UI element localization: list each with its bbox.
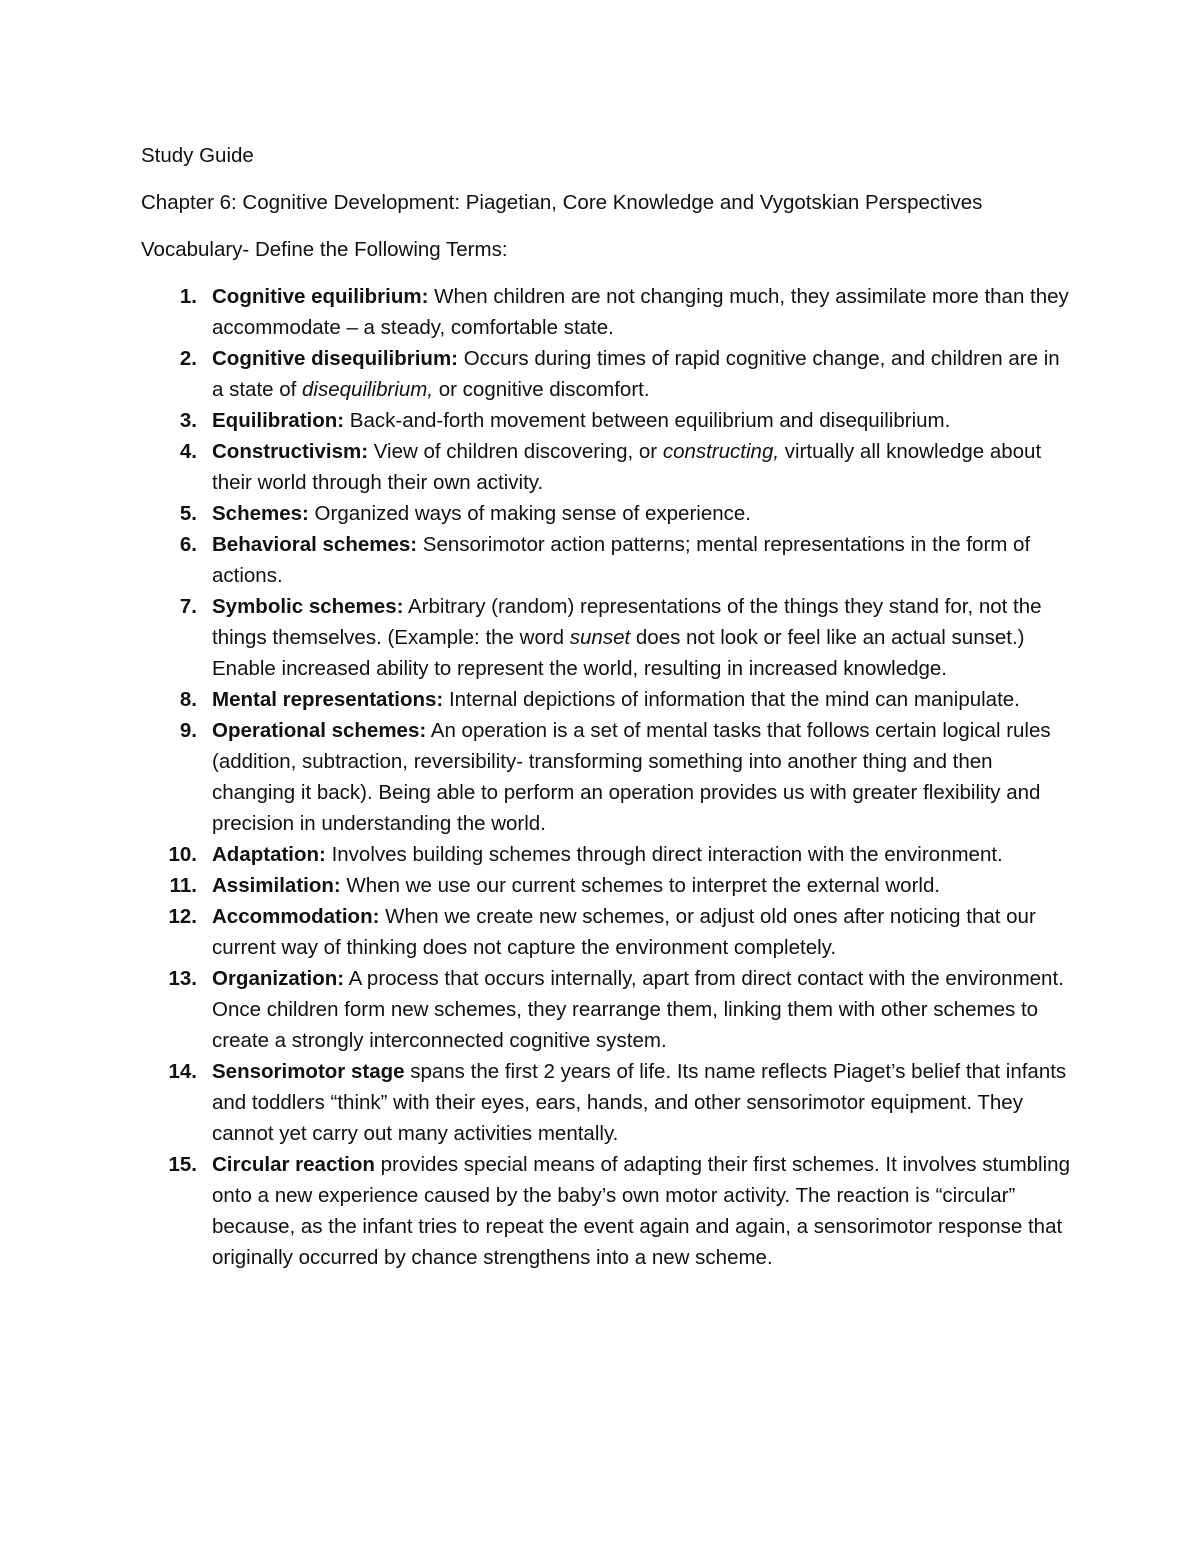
list-item [141, 715, 1071, 839]
list-item [141, 436, 1071, 498]
list-item-number: 3. [179, 409, 197, 432]
term-label: Mental representations: [212, 688, 444, 711]
vocabulary-list [141, 281, 1071, 1273]
term-label: Constructivism: [212, 440, 369, 463]
definition-text: Sensorimotor action patterns; mental representations in the form of actions. [212, 533, 1031, 587]
list-item-number: 10. [168, 843, 197, 866]
chapter-heading: Chapter 6: Cognitive Development: Piagetian, Core Knowledge and Vygotskian Perspectives [141, 191, 983, 214]
definition-emphasis: sunset [569, 626, 631, 649]
term-label: Assimilation: [212, 874, 341, 897]
list-item-number: 1. [179, 285, 197, 308]
term-label: Circular reaction [212, 1153, 375, 1176]
term-label: Organization: [212, 967, 345, 990]
definition-text: When we create new schemes, or adjust old ones after noticing that our current way of thinking does not capture the environment completely. [212, 905, 1036, 959]
term-label: Equilibration: [212, 409, 345, 432]
list-item-number: 9. [179, 719, 197, 742]
definition-emphasis: disequilibrium, [302, 378, 434, 401]
list-item-number: 5. [179, 502, 197, 525]
list-item-number: 6. [179, 533, 197, 556]
list-item [141, 839, 1071, 870]
list-item [141, 1056, 1071, 1149]
list-item-number: 7. [179, 595, 197, 618]
list-item [141, 870, 1071, 901]
list-item-number: 13. [168, 967, 197, 990]
term-label: Sensorimotor stage [212, 1060, 405, 1083]
term-label: Cognitive disequilibrium: [212, 347, 459, 370]
definition-text: When we use our current schemes to interpret the external world. [340, 874, 941, 897]
term-label: Accommodation: [212, 905, 380, 928]
term-label: Symbolic schemes: [212, 595, 404, 618]
list-item [141, 684, 1071, 715]
definition-text: Back-and-forth movement between equilibrium and disequilibrium. [344, 409, 951, 432]
list-item-number: 4. [179, 440, 197, 463]
vocabulary-instruction: Vocabulary- Define the Following Terms: [141, 238, 508, 261]
list-item-number: 15. [168, 1153, 197, 1176]
list-item [141, 963, 1071, 1056]
definition-text: provides special means of adapting their first schemes. It involves stumbling onto a new experience caused by the baby’s own motor activity. The reaction is “circular” because, as the infant tries to repeat the event again and again, a sensorimotor response that originally occurred by chance strengthens into a new scheme. [212, 1153, 1070, 1269]
definition-text: Involves building schemes through direct interaction with the environment. [325, 843, 1003, 866]
definition-text: Organized ways of making sense of experience. [308, 502, 751, 525]
term-label: Behavioral schemes: [212, 533, 418, 556]
definition-text: does not look or feel like an actual sunset.) Enable increased ability to represent the world, resulting in increased knowledge. [212, 626, 1025, 680]
list-item [141, 498, 1071, 529]
definition-text: spans the first 2 years of life. Its name reflects Piaget’s belief that infants and toddlers “think” with their eyes, ears, hands, and other sensorimotor equipment. They cannot yet carry out many activities mentally. [212, 1060, 1067, 1145]
term-label: Schemes: [212, 502, 309, 525]
definition-text: A process that occurs internally, apart from direct contact with the environment. Once children form new schemes, they rearrange them, linking them with other schemes to create a strongly interconnected cognitive system. [212, 967, 1064, 1052]
definition-text: Arbitrary (random) representations of the things they stand for, not the things themselves. (Example: the word [212, 595, 1042, 649]
definition-text: When children are not changing much, they assimilate more than they accommodate – a steady, comfortable state. [212, 285, 1069, 339]
list-item-number: 11. [169, 874, 197, 897]
definition-text: or cognitive discomfort. [433, 378, 650, 401]
list-item [141, 591, 1071, 684]
definition-text: Internal depictions of information that the mind can manipulate. [443, 688, 1020, 711]
definition-text: An operation is a set of mental tasks that follows certain logical rules (addition, subtraction, reversibility- transforming something into another thing and then changing it back). Being able to perform an operation provides us with greater flexibility and precision in understanding the world. [212, 719, 1051, 835]
list-item [141, 529, 1071, 591]
list-item-number: 8. [179, 688, 197, 711]
list-item [141, 281, 1071, 343]
term-label: Operational schemes: [212, 719, 427, 742]
term-label: Adaptation: [212, 843, 326, 866]
list-item [141, 343, 1071, 405]
term-label: Cognitive equilibrium: [212, 285, 429, 308]
list-item [141, 1149, 1071, 1273]
list-item-number: 12. [168, 905, 197, 928]
definition-text: View of children discovering, or [368, 440, 663, 463]
list-item-number: 14. [168, 1060, 197, 1083]
definition-text: virtually all knowledge about their world through their own activity. [212, 440, 1042, 494]
list-item [141, 901, 1071, 963]
list-item [141, 405, 1071, 436]
definition-text: Occurs during times of rapid cognitive change, and children are in a state of [212, 347, 1060, 401]
document-title: Study Guide [141, 144, 254, 167]
document-body [141, 140, 1071, 1273]
definition-emphasis: constructing, [662, 440, 780, 463]
list-item-number: 2. [179, 347, 197, 370]
